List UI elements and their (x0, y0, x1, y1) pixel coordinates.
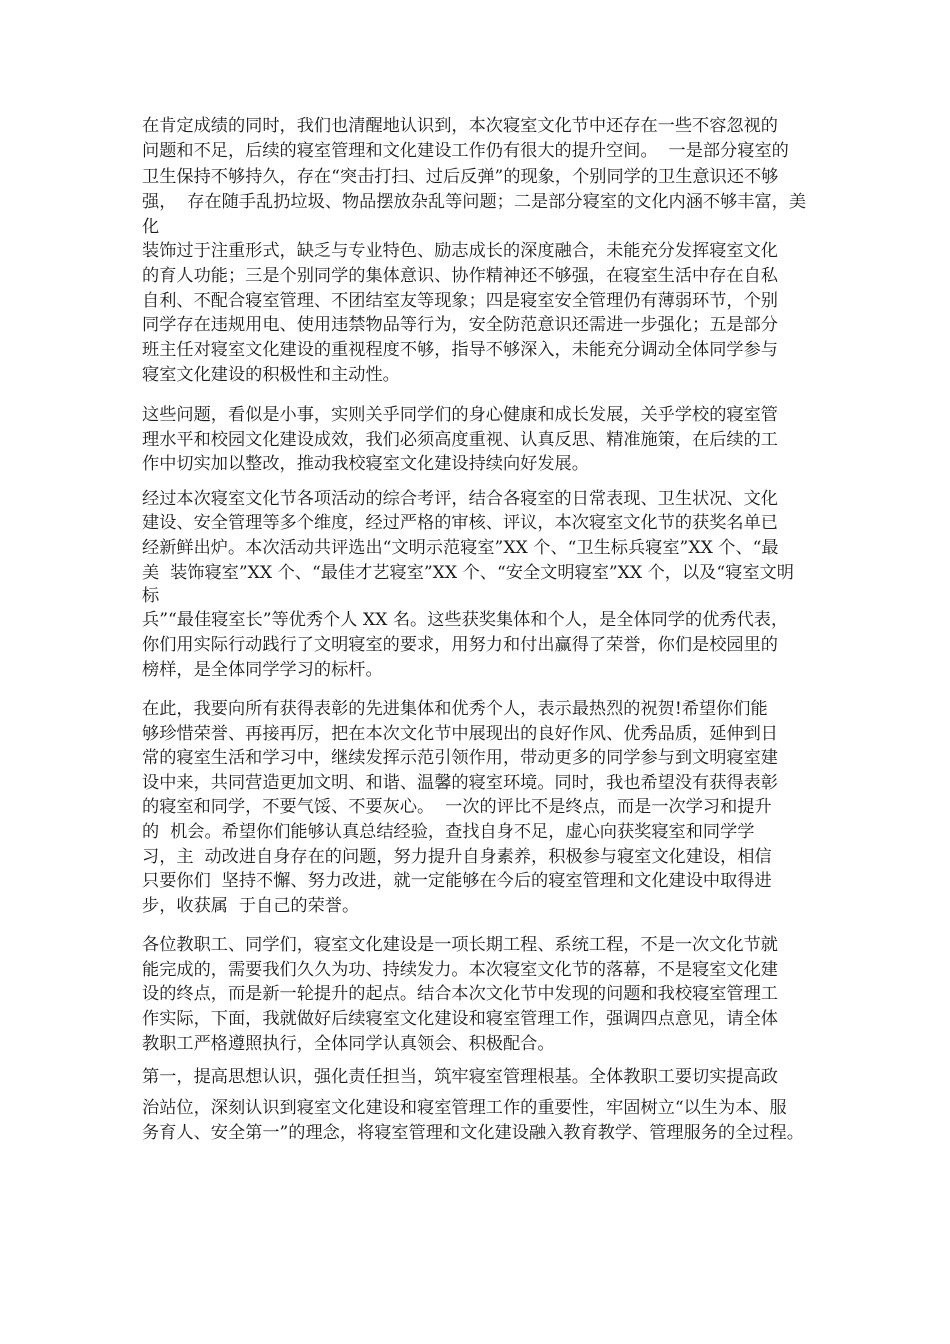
text-line: 这些问题，看似是小事，实则关乎同学们的身心健康和成长发展，关乎学校的寝室管 (142, 405, 778, 425)
text-line: 在肯定成绩的同时，我们也清醒地认识到，本次寝室文化节中还存在一些不容忽视的 (142, 116, 778, 136)
text-line: 榜样，是全体同学学习的标杆。 (142, 660, 383, 680)
text-line: 经过本次寝室文化节各项活动的综合考评，结合各寝室的日常表现、卫生状况、文化 (142, 489, 778, 509)
text-line: 建设、安全管理等多个维度，经过严格的审核、评议，本次寝室文化节的获奖名单已 (142, 513, 778, 533)
text-line: 美 装饰寝室”XX 个、“最佳才艺寝室”XX 个、“安全文明寝室”XX 个，以及“寝室文明 (142, 563, 794, 583)
text-line: 同学存在违规用电、使用违禁物品等行为，安全防范意识还需进一步强化；五是部分 (142, 315, 778, 335)
text-line: 教职工严格遵照执行，全体同学认真领会、积极配合。 (142, 1034, 555, 1054)
text-line: 的寝室和同学，不要气馁、不要灰心。 一次的评比不是终点，而是一次学习和提升 (142, 797, 772, 817)
text-line: 装饰过于注重形式，缺乏与专业特色、励志成长的深度融合，未能充分发挥寝室文化 (142, 241, 778, 261)
text-line: 在此，我要向所有获得表彰的先进集体和优秀个人，表示最热烈的祝贺!希望你们能 (142, 699, 768, 719)
text-line: 自利、不配合寝室管理、不团结室友等现象；四是寝室安全管理仍有薄弱环节，个别 (142, 291, 778, 311)
text-line: 理水平和校园文化建设成效，我们必须高度重视、认真反思、精准施策，在后续的工 (142, 430, 778, 450)
text-line: 卫生保持不够持久，存在“突击打扫、过后反弹”的现象，个别同学的卫生意识还不够 (142, 167, 779, 187)
text-line: 只要你们 坚持不懈、努力改进，就一定能够在今后的寝室管理和文化建设中取得进 (142, 871, 772, 891)
text-line: 习，主 动改进自身存在的问题，努力提升自身素养，积极参与寝室文化建设，相信 (142, 847, 772, 867)
text-line: 作实际，下面，我就做好后续寝室文化建设和寝室管理工作，强调四点意见，请全体 (142, 1009, 778, 1029)
text-line: 常的寝室生活和学习中，继续发挥示范引领作用，带动更多的同学参与到文明寝室建 (142, 748, 778, 768)
text-line: 强， 存在随手乱扔垃圾、物品摆放杂乱等问题；二是部分寝室的文化内涵不够丰富，美 (142, 192, 807, 212)
text-line: 的育人功能；三是个别同学的集体意识、协作精神还不够强，在寝室生活中存在自私 (142, 266, 778, 286)
text-line: 的 机会。希望你们能够认真总结经验，查找自身不足，虚心向获奖寝室和同学学 (142, 822, 755, 842)
text-line: 设的终点，而是新一轮提升的起点。结合本次文化节中发现的问题和我校寝室管理工 (142, 984, 778, 1004)
text-line: 务育人、安全第一”的理念，将寝室管理和文化建设融入教育教学、管理服务的全过程。 (142, 1123, 804, 1143)
text-line: 兵”“最佳寝室长”等优秀个人 XX 名。这些获奖集体和个人，是全体同学的优秀代表， (142, 610, 789, 630)
text-line: 化 (142, 217, 160, 237)
text-line: 经新鲜出炉。本次活动共评选出“文明示范寝室”XX 个、“卫生标兵寝室”XX 个、“最 (142, 538, 779, 558)
text-line: 够珍惜荣誉、再接再厉，把在本次文化节中展现出的良好作风、优秀品质，延伸到日 (142, 724, 778, 744)
text-line: 班主任对寝室文化建设的重视程度不够，指导不够深入，未能充分调动全体同学参与 (142, 340, 778, 360)
text-line: 你们用实际行动践行了文明寝室的要求，用努力和付出赢得了荣誉，你们是校园里的 (142, 635, 778, 655)
text-line: 问题和不足，后续的寝室管理和文化建设工作仍有很大的提升空间。 一是部分寝室的 (142, 141, 789, 161)
text-line: 标 (142, 586, 160, 606)
text-line: 寝室文化建设的积极性和主动性。 (142, 365, 400, 385)
text-line: 设中来，共同营造更加文明、和谐、温馨的寝室环境。同时，我也希望没有获得表彰 (142, 773, 778, 793)
text-line: 作中切实加以整改，推动我校寝室文化建设持续向好发展。 (142, 454, 589, 474)
text-line: 第一，提高思想认识，强化责任担当，筑牢寝室管理根基。全体教职工要切实提高政 (142, 1067, 778, 1087)
text-line: 各位教职工、同学们，寝室文化建设是一项长期工程、系统工程，不是一次文化节就 (142, 935, 778, 955)
text-line: 步，收获属 于自己的荣誉。 (142, 896, 360, 916)
text-line: 能完成的，需要我们久久为功、持续发力。本次寝室文化节的落幕，不是寝室文化建 (142, 960, 778, 980)
text-line: 治站位，深刻认识到寝室文化建设和寝室管理工作的重要性，牢固树立“以生为本、服 (142, 1098, 787, 1118)
